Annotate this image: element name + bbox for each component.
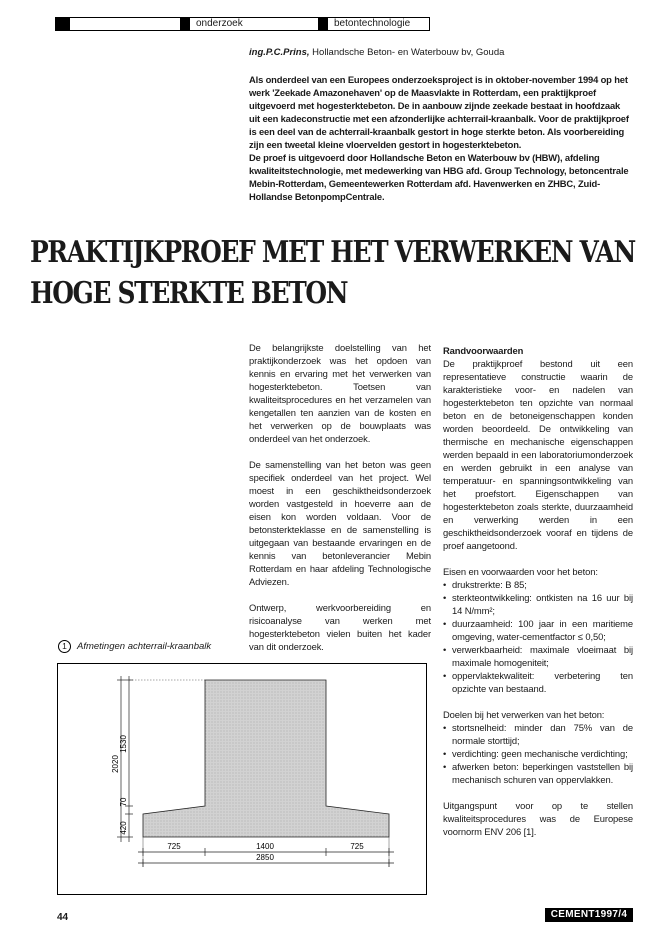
header-underline	[190, 30, 318, 31]
list-intro: Doelen bij het verwerken van het beton:	[443, 709, 605, 720]
requirements-list	[443, 578, 633, 695]
list-item: • afwerken beton: beperkingen vaststellen bij mechanisch schuren van oppervlakken.	[443, 760, 633, 786]
header-block	[180, 18, 190, 30]
header-section: onderzoek	[196, 18, 243, 29]
section-heading: Randvoorwaarden	[443, 345, 524, 356]
right-column	[443, 344, 633, 851]
dim-label: 420	[119, 821, 128, 835]
body-paragraph: De praktijkproef bestond uit een representatieve constructie waarin de karakteristieke voor- en nadelen van hogesterktebeton ten opzichte van normaal beton en de betoneigenschappen konden worden beoordeeld. De ontwikkeling van thermische en mechanische eigenschappen werden bepaald in een laboratoriumonderzoek en werden gebruikt in een analyse van temperatuur- en spanningsontwikkeling van het proefstort. Eigenschappen van hogesterktebeton zoals sterkte, duurzaamheid en verwerking werden in een geschiktheidsonderzoek vooraf en tijdens de proef aangetoond.	[443, 358, 633, 551]
author-affiliation: Hollandsche Beton- en Waterbouw bv, Gouda	[309, 47, 505, 58]
title-line: PRAKTIJKPROEF MET HET VERWERKEN VAN	[30, 235, 635, 270]
author-line	[249, 47, 504, 58]
intro-lead	[249, 73, 631, 203]
page-number: 44	[57, 912, 69, 923]
list-intro: Eisen en voorwaarden voor het beton:	[443, 566, 598, 577]
dim-label: 1530	[119, 735, 128, 753]
list-item: • sterkteontwikkeling: ontkisten na 16 uur bij 14 N/mm²;	[443, 591, 633, 617]
beam-section	[143, 680, 389, 837]
dim-label: 70	[119, 797, 128, 807]
list-item: • drukstrerkte: B 85;	[443, 578, 633, 591]
title-line: HOGE STERKTE BETON	[30, 276, 348, 311]
body-paragraph: De belangrijkste doelstelling van het praktijkonderzoek was het opdoen van kennis en ervaring met het verwerken van hogesterktebeton. Toetsen van kwaliteitsprocedures en het verzamelen van kengetallen ten aanzien van de kosten en het verwerken op de bouwplaats was onderdeel van het onderzoek.	[249, 342, 431, 444]
figure-caption-text: Afmetingen achterrail-kraanbalk	[77, 641, 212, 652]
list-item: • stortsnelheid: minder dan 75% van de normale storttijd;	[443, 721, 633, 747]
figure-number: 1	[58, 640, 71, 653]
intro-paragraph: Als onderdeel van een Europees onderzoeksproject is in oktober-november 1994 op het werk 'Zeekade Amazonehaven' op de Maasvlakte in Rotterdam, een praktijkproef uitgevoerd met hogesterktebeton. De in aanbouw zijnde zeekade bestaat in hoofdzaak uit een kadeconstructie met een afzonderlijke achterrail-kraanbalk. Voor de praktijkproef is een deel van de achterrail-kraanbalk gestort in hoge sterkte beton. Als voorbereiding zijn een tweetal kleine vloervelden gestort in hogesterktebeton.	[249, 74, 629, 150]
dim-label: 725	[167, 842, 181, 851]
header-bar	[55, 17, 430, 31]
goals-list	[443, 721, 633, 786]
dim-label: 725	[350, 842, 364, 851]
header-block	[318, 18, 328, 30]
list-item: • oppervlaktekwaliteit: verbetering ten opzichte van bestaand.	[443, 669, 633, 695]
body-paragraph: De samenstelling van het beton was geen specifiek onderdeel van het project. Wel moest in een geschiktheidsonderzoek worden vastgesteld in hoeverre aan de eisen kon worden voldaan. Voor de betonsterkteklasse en de samenstelling is uitgegaan van bestaande ervaringen en de kennis van betonleverancier Mebin Rotterdam en haar afdeling Technologische Adviezen.	[249, 459, 431, 587]
left-column	[249, 341, 431, 666]
dim-label: 2850	[256, 853, 274, 862]
list-item: • duurzaamheid: 100 jaar in een maritieme omgeving, water-cementfactor ≤ 0,50;	[443, 617, 633, 643]
list-item: • verwerkbaarheid: maximale vloeimaat bij maximale homogeniteit;	[443, 643, 633, 669]
intro-paragraph: De proef is uitgevoerd door Hollandsche Beton en Waterbouw bv (HBW), afdeling kwaliteitstechnologie, met medewerking van HBG afd. Group Technology, betoncentrale Mebin-Rotterdam, Gemeentewerken Rotterdam afd. Havenwerken en ZHBC, Zuid-Hollandse BetonpompCentrale.	[249, 152, 629, 202]
cross-section-drawing	[58, 664, 426, 894]
body-paragraph: Uitgangspunt voor op te stellen kwaliteitsprocedures was de Europese voornorm ENV 206 [1].	[443, 800, 633, 837]
figure-frame	[57, 663, 427, 895]
header-topic: betontechnologie	[334, 18, 411, 29]
dim-label: 1400	[256, 842, 274, 851]
list-item: • verdichting: geen mechanische verdichting;	[443, 747, 633, 760]
dim-label: 2020	[111, 755, 120, 773]
header-block	[56, 18, 70, 30]
journal-badge: CEMENT1997/4	[545, 908, 633, 922]
body-paragraph: Ontwerp, werkvoorbereiding en risicoanalyse van werken met hogesterktebeton vielen buiten het kader van dit onderzoek.	[249, 602, 431, 652]
figure-caption	[58, 640, 211, 653]
article-title	[30, 232, 635, 314]
author-name: ing.P.C.Prins,	[249, 47, 310, 58]
